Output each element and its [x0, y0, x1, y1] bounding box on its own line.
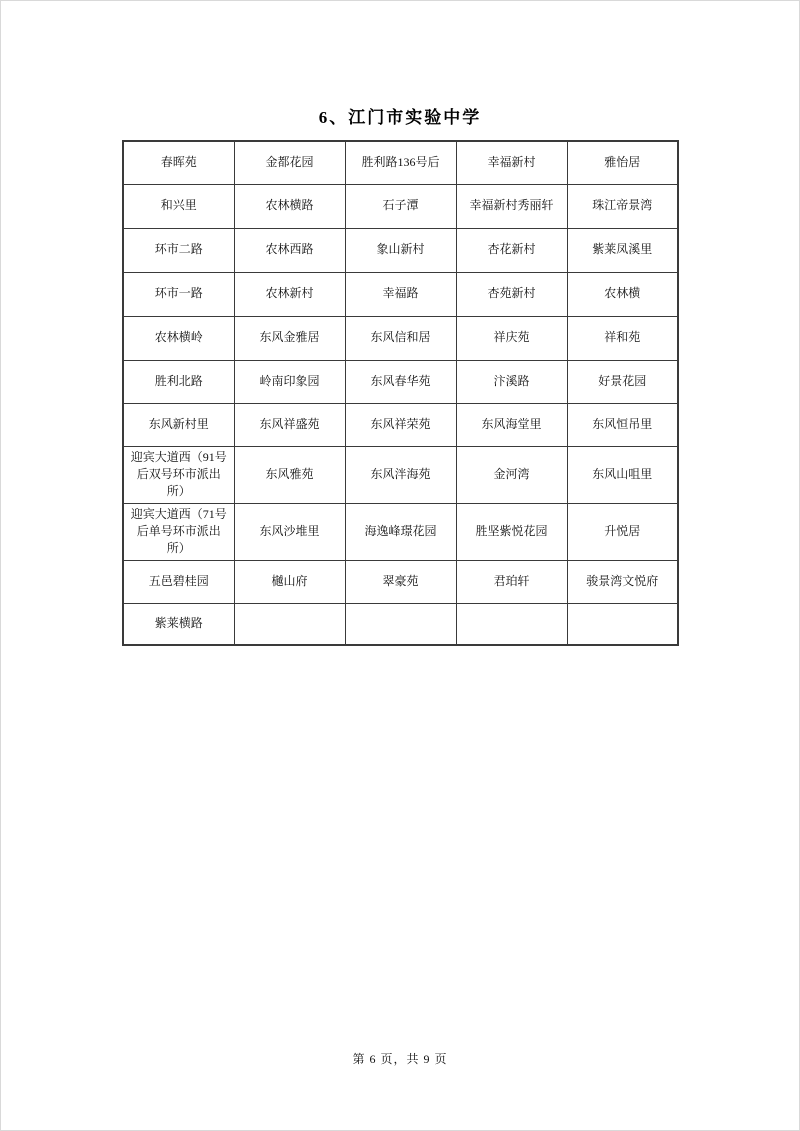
table-cell: 胜利北路 — [123, 360, 234, 403]
table-row — [123, 503, 678, 560]
table-cell: 东风新村里 — [123, 403, 234, 446]
community-table — [122, 140, 679, 646]
table-cell: 骏景湾文悦府 — [567, 560, 678, 603]
table-cell: 环市一路 — [123, 272, 234, 316]
table-cell: 石子潭 — [345, 184, 456, 228]
table-cell — [456, 603, 567, 645]
table-cell: 农林横路 — [234, 184, 345, 228]
table-cell — [345, 603, 456, 645]
table-cell: 祥和苑 — [567, 316, 678, 360]
table-cell: 东风沙堆里 — [234, 503, 345, 560]
table-row — [123, 272, 678, 316]
table-cell: 东风恒吊里 — [567, 403, 678, 446]
table-cell — [567, 603, 678, 645]
table-row — [123, 603, 678, 645]
table-cell: 农林横 — [567, 272, 678, 316]
table-row — [123, 316, 678, 360]
table-cell: 珠江帝景湾 — [567, 184, 678, 228]
table-cell: 五邑碧桂园 — [123, 560, 234, 603]
table-cell: 东风祥荣苑 — [345, 403, 456, 446]
table-cell: 农林新村 — [234, 272, 345, 316]
table-cell: 君珀轩 — [456, 560, 567, 603]
table-cell: 东风泮海苑 — [345, 446, 456, 503]
table-cell: 汴溪路 — [456, 360, 567, 403]
table-cell: 东风海堂里 — [456, 403, 567, 446]
table-cell: 和兴里 — [123, 184, 234, 228]
table-cell: 樾山府 — [234, 560, 345, 603]
table-cell: 紫莱凤溪里 — [567, 228, 678, 272]
table-cell: 升悦居 — [567, 503, 678, 560]
table-cell: 东风祥盛苑 — [234, 403, 345, 446]
table-cell: 紫莱横路 — [123, 603, 234, 645]
table-cell: 翠豪苑 — [345, 560, 456, 603]
table-cell: 杏花新村 — [456, 228, 567, 272]
table-cell: 胜坚紫悦花园 — [456, 503, 567, 560]
table-cell: 环市二路 — [123, 228, 234, 272]
table-cell: 幸福新村秀丽轩 — [456, 184, 567, 228]
table-row — [123, 403, 678, 446]
table-cell: 东风雅苑 — [234, 446, 345, 503]
table-cell: 祥庆苑 — [456, 316, 567, 360]
table-cell: 幸福新村 — [456, 141, 567, 184]
table-body — [123, 141, 678, 645]
table-cell: 好景花园 — [567, 360, 678, 403]
table-cell: 迎宾大道西（71号后单号环市派出所） — [123, 503, 234, 560]
table-cell: 金河湾 — [456, 446, 567, 503]
table-cell: 岭南印象园 — [234, 360, 345, 403]
table-cell: 象山新村 — [345, 228, 456, 272]
table-cell: 农林横岭 — [123, 316, 234, 360]
table-cell: 东风金雅居 — [234, 316, 345, 360]
table-row — [123, 560, 678, 603]
table-cell: 海逸峰璟花园 — [345, 503, 456, 560]
table-cell: 东风山咀里 — [567, 446, 678, 503]
table-cell: 金都花园 — [234, 141, 345, 184]
table-cell: 迎宾大道西（91号后双号环市派出所） — [123, 446, 234, 503]
table-row — [123, 446, 678, 503]
table-cell — [234, 603, 345, 645]
table-cell: 东风信和居 — [345, 316, 456, 360]
table-cell: 东风春华苑 — [345, 360, 456, 403]
table-cell: 雅怡居 — [567, 141, 678, 184]
table-cell: 农林西路 — [234, 228, 345, 272]
page-title: 6、江门市实验中学 — [318, 108, 482, 127]
table-cell: 杏苑新村 — [456, 272, 567, 316]
table-cell: 幸福路 — [345, 272, 456, 316]
table-cell: 春晖苑 — [123, 141, 234, 184]
table-row — [123, 141, 678, 184]
table-row — [123, 184, 678, 228]
table-row — [123, 360, 678, 403]
page-number-footer: 第 6 页，共 9 页 — [352, 1052, 448, 1066]
table-cell: 胜利路136号后 — [345, 141, 456, 184]
table-row — [123, 228, 678, 272]
